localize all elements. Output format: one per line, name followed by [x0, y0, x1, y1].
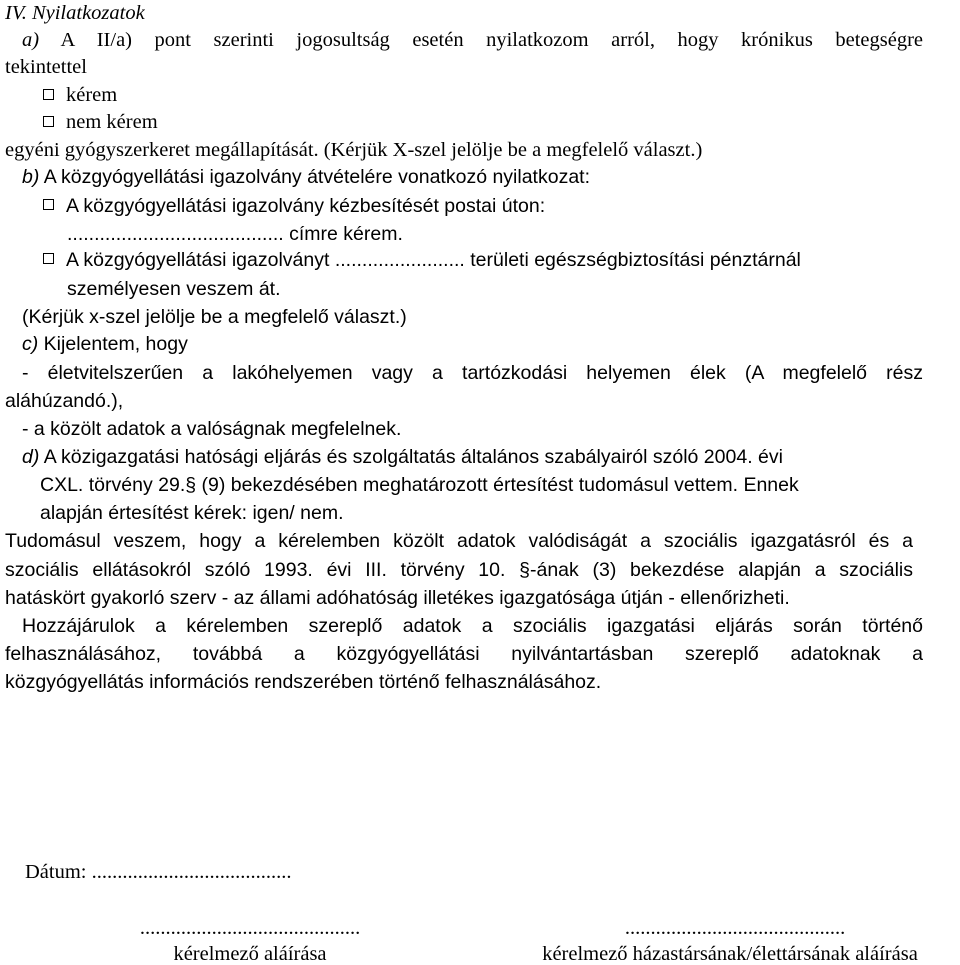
statement-b-note: (Kérjük x-szel jelölje be a megfelelő választ.) [22, 306, 407, 328]
statement-c-text1: Kijelentem, hogy [43, 333, 188, 355]
statement-d-text1: A közigazgatási hatósági eljárás és szolgáltatás általános szabályairól szóló 2004. évi [43, 446, 783, 468]
statement-a-marker: a) [22, 29, 40, 51]
statement-d-line3: alapján értesítést kérek: igen/ nem. [40, 502, 344, 524]
option-postai[interactable] [43, 197, 545, 217]
checkbox-kerem[interactable] [43, 89, 54, 100]
applicant-signature-line[interactable]: ........................................... [139, 917, 361, 939]
statement-b-line1 [22, 168, 590, 188]
consent-para1-line3: hatáskört gyakorló szerv - az állami adóhatóság illetékes igazgatósága útján - ellenőrizheti. [5, 587, 790, 609]
spouse-signature-line[interactable]: ........................................... [624, 917, 846, 939]
statement-a-line2: tekintettel [5, 56, 87, 78]
statement-a-line1 [22, 30, 923, 51]
statement-a-text1: A II/a) pont szerinti jogosultság esetén nyilatkozom arról, hogy krónikus betegségre [60, 29, 923, 51]
consent-para2-line2: felhasználásához, továbbá a közgyógyellátási nyilvántartásban szereplő adatoknak a [5, 643, 923, 665]
statement-d-marker: d) [22, 446, 40, 468]
consent-para2-line3: közgyógyellátás információs rendszerében történő felhasználásához. [5, 671, 602, 693]
statement-c-item1-line2: aláhúzandó.), [5, 390, 124, 412]
option-postai-address: ........................................ címre kérem. [67, 223, 403, 245]
consent-para2-line1: Hozzájárulok a kérelemben szereplő adatok a szociális igazgatási eljárás során történő [22, 615, 923, 637]
option-kerem-label: kérem [66, 84, 118, 106]
option-szemelyes-line2: személyesen veszem át. [67, 278, 281, 300]
statement-b-text1: A közgyógyellátási igazolvány átvételére vonatkozó nyilatkozat: [43, 166, 591, 188]
consent-para1-line2: szociális ellátásokról szóló 1993. évi III. törvény 10. §-ának (3) bekezdése alapján a szociális [5, 559, 913, 581]
applicant-signature-label: kérelmező aláírása [173, 943, 327, 965]
option-kerem[interactable] [43, 85, 117, 106]
statement-d-line1 [22, 448, 783, 468]
section-title: IV. Nyilatkozatok [5, 2, 145, 24]
option-szemelyes-label: A közgyógyellátási igazolványt ........................ területi egészségbiztosítási pénztárnál [66, 249, 801, 271]
option-postai-label: A közgyógyellátási igazolvány kézbesítését postai úton: [66, 195, 546, 217]
statement-a-line3: egyéni gyógyszerkeret megállapítását. (Kérjük X-szel jelölje be a megfelelő választ.) [5, 139, 703, 161]
date-field[interactable]: Dátum: ....................................... [25, 861, 292, 883]
checkbox-nem-kerem[interactable] [43, 116, 54, 127]
statement-c-item2: - a közölt adatok a valóságnak megfelelnek. [22, 418, 402, 440]
checkbox-szemelyes[interactable] [43, 253, 54, 264]
statement-b-marker: b) [22, 166, 40, 188]
consent-para1-line1: Tudomásul veszem, hogy a kérelemben közölt adatok valódiságát a szociális igazgatásról és a [5, 530, 913, 552]
statement-d-line2: CXL. törvény 29.§ (9) bekezdésében meghatározott értesítést tudomásul vettem. Ennek [40, 474, 799, 496]
statement-c-item1-line1: - életvitelszerűen a lakóhelyemen vagy a tartózkodási helyemen élek (A megfelelő rész [22, 362, 923, 384]
statement-c-line1 [22, 335, 188, 355]
option-szemelyes[interactable] [43, 251, 801, 271]
option-nem-kerem[interactable] [43, 112, 158, 133]
statement-c-marker: c) [22, 333, 39, 355]
checkbox-postai[interactable] [43, 199, 54, 210]
option-nem-kerem-label: nem kérem [66, 111, 158, 133]
spouse-signature-label: kérelmező házastársának/élettársának aláírása [542, 943, 918, 965]
